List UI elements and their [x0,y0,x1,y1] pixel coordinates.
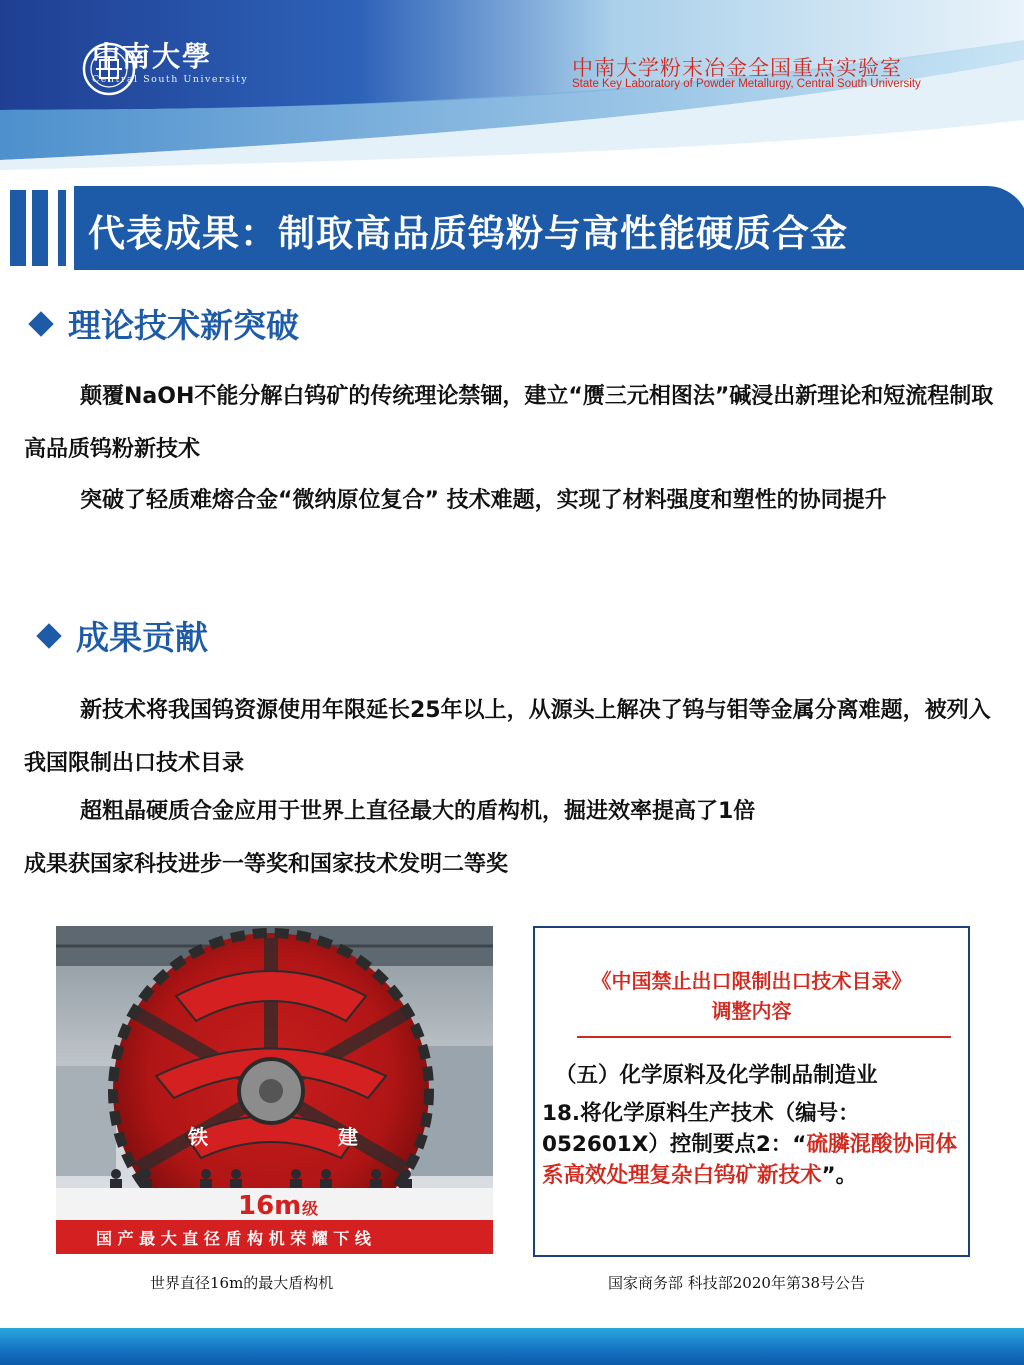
notice-body [542,1098,967,1191]
title-bar-decoration [10,190,26,266]
export-catalog-notice-box [533,926,970,1257]
notice-title [535,966,968,1026]
notice-caption: 国家商务部 科技部2020年第38号公告 [608,1274,866,1292]
footer-bar [0,1328,1024,1365]
section-heading-text: 成果贡献 [76,618,208,657]
photo-caption: 世界直径16m的最大盾构机 [150,1274,334,1292]
paragraph: 颠覆NaOH不能分解白钨矿的传统理论禁锢，建立“赝三元相图法”碱浸出新理论和短流程制取高品质钨粉新技术 [24,384,994,462]
paragraph: 突破了轻质难熔合金“微纳原位复合” 技术难题，实现了材料强度和塑性的协同提升 [80,488,887,513]
diamond-bullet-icon [36,623,61,648]
title-bar-decoration [32,190,48,266]
wheel-char: 铁 [188,1125,208,1149]
title-bar-decoration [58,190,66,266]
banner-slogan: 国 产 最 大 直 径 盾 构 机 荣 耀 下 线 [96,1229,371,1248]
tbm-illustration [56,926,493,1254]
notice-body-end: ”。 [821,1163,858,1188]
diamond-bullet-icon [28,311,53,336]
tunnel-boring-machine-photo [56,926,493,1254]
university-logo [82,42,248,85]
notice-category: （五）化学原料及化学制品制造业 [555,1063,878,1088]
page-title: 代表成果：制取高品质钨粉与高性能硬质合金 [88,212,848,255]
notice-highlight: 硫膦混酸协同体系高效处理复杂白钨矿新技术 [542,1132,957,1188]
notice-divider [577,1036,951,1038]
university-seal-icon [82,42,136,96]
lab-name-cn: 中南大学粉末冶金全国重点实验室 [572,56,902,80]
paragraph: 成果获国家科技进步一等奖和国家技术发明二等奖 [24,852,509,877]
section-heading-contribution [40,612,208,659]
university-name-cn: 中南大學 [92,40,213,73]
wheel-char: 建 [338,1125,358,1149]
banner-16m: 16m [238,1191,302,1221]
paragraph: 超粗晶硬质合金应用于世界上直径最大的盾构机，掘进效率提高了1倍 [80,799,756,824]
banner-level: 级 [302,1199,319,1218]
notice-body-text: 18.将化学原料生产技术（编号：052601X）控制要点2：“ [542,1101,860,1157]
notice-title-line: 《中国禁止出口限制出口技术目录》 [591,969,912,993]
header-banner [0,0,1024,170]
paragraph: 新技术将我国钨资源使用年限延长25年以上，从源头上解决了钨与钼等金属分离难题，被列入我国限制出口技术目录 [24,698,991,776]
lab-name-en: State Key Laboratory of Powder Metallurgy, Central South University [572,78,921,90]
section-heading-text: 理论技术新突破 [68,306,299,345]
university-name-en: Central South University [92,74,249,85]
notice-title-line: 调整内容 [711,999,792,1023]
section-heading-breakthrough [32,300,299,347]
